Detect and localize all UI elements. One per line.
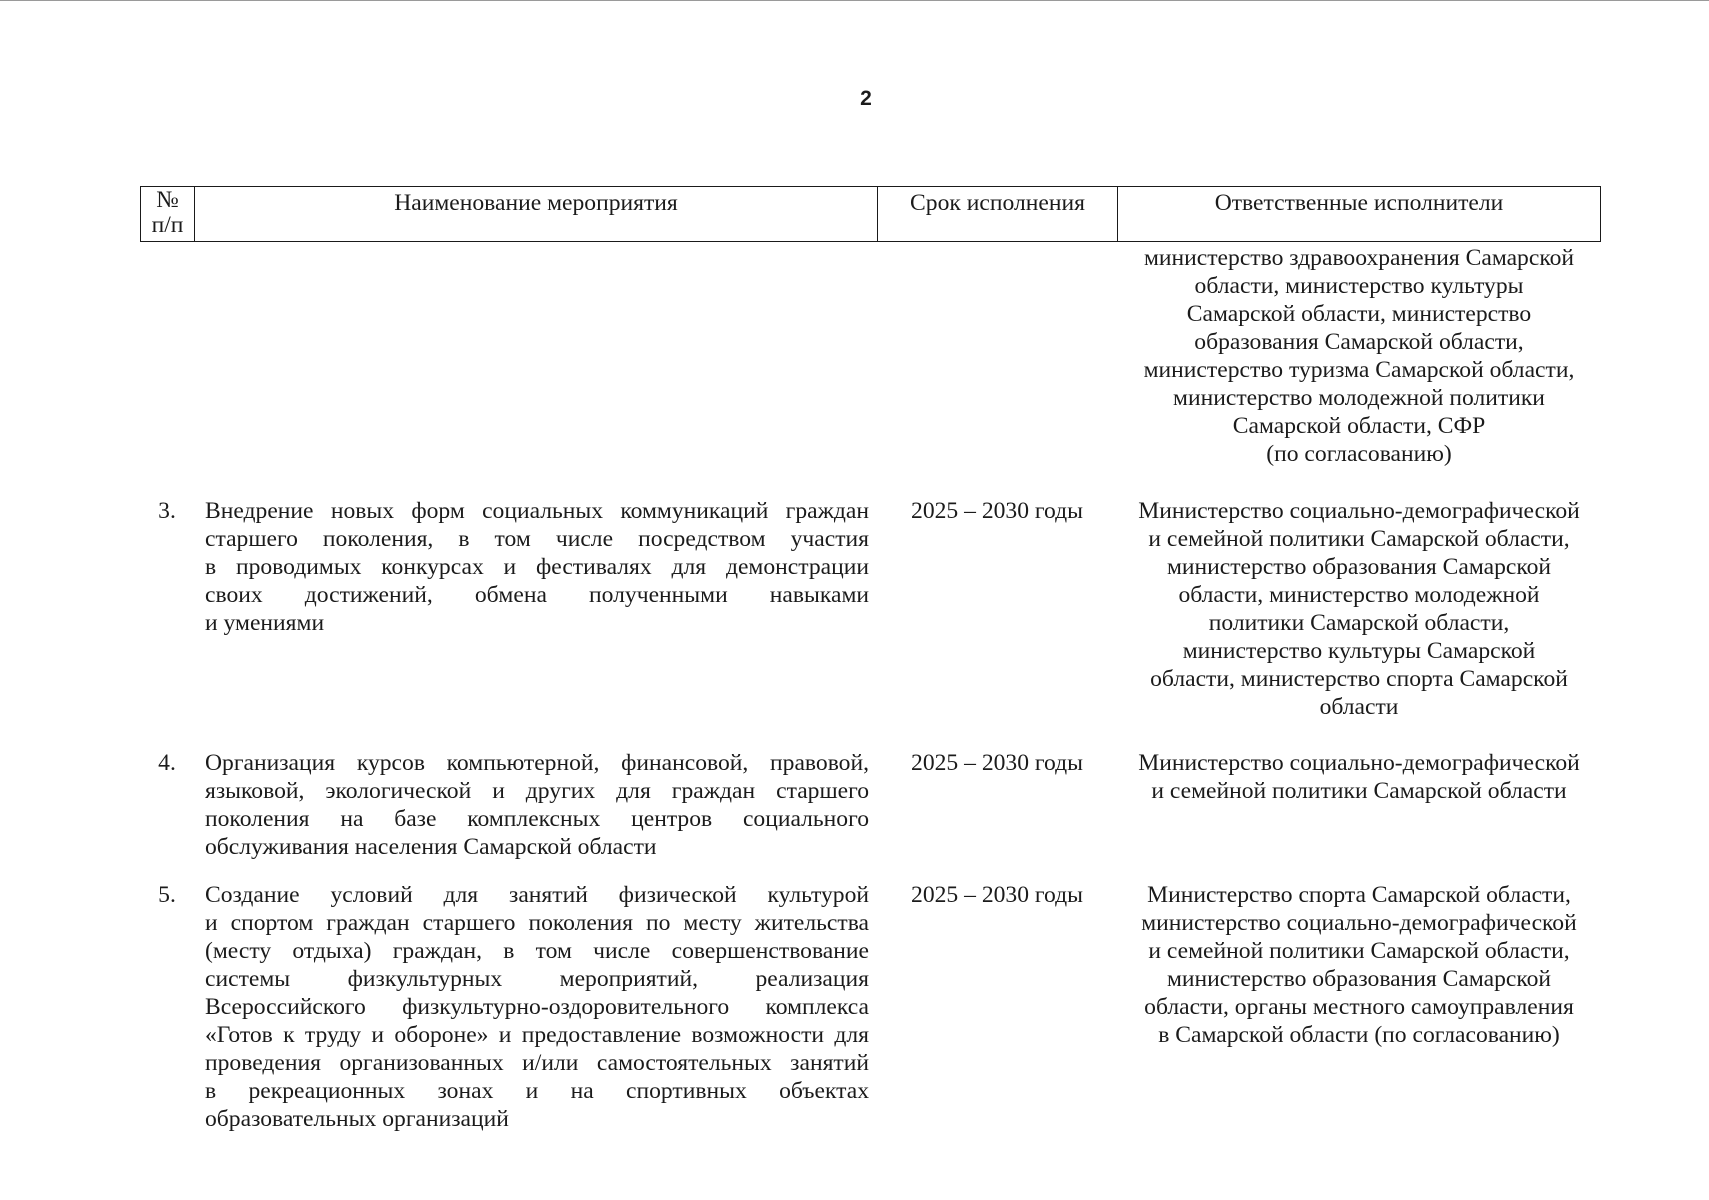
text-line: в Самарской области (по согласованию) — [1158, 1022, 1560, 1048]
text-line: и семейной политики Самарской области, — [1148, 938, 1570, 964]
text-line: министерство социально-демографической — [1141, 910, 1577, 936]
text-line: образовательных организаций — [205, 1106, 509, 1132]
scan-edge-line — [0, 0, 1709, 1]
text-line: старшего поколения, в том числе посредством участия — [205, 526, 869, 552]
text-line: Министерство социально-демографической — [1138, 750, 1580, 776]
text-line: области, министерство культуры — [1194, 273, 1524, 299]
text-line: области, органы местного самоуправления — [1144, 994, 1574, 1020]
text-line: «Готов к труду и обороне» и предоставление возможности для — [205, 1022, 869, 1048]
row-3-name-cell — [205, 497, 869, 637]
header-cell-name: Наименование мероприятия — [195, 187, 878, 241]
text-line: Внедрение новых форм социальных коммуникаций граждан — [205, 498, 869, 524]
text-line: Всероссийского физкультурно-оздоровительного комплекса — [205, 994, 869, 1020]
text-line: Организация курсов компьютерной, финансовой, правовой, — [205, 750, 869, 776]
row-5-name-cell — [205, 881, 869, 1133]
header-number-symbol: № — [156, 187, 179, 213]
row-3-number: 3. — [158, 498, 176, 524]
text-line: в рекреационных зонах и на спортивных объектах — [205, 1078, 869, 1104]
continuation-responsible-cell — [1117, 244, 1601, 468]
text-line: поколения на базе комплексных центров социального — [205, 806, 869, 832]
text-line: системы физкультурных мероприятий, реализация — [205, 966, 869, 992]
text-line: языковой, экологической и других для граждан старшего — [205, 778, 869, 804]
row-5-term: 2025 – 2030 годы — [911, 882, 1083, 908]
text-line: Самарской области, СФР — [1232, 413, 1486, 439]
text-line: министерство здравоохранения Самарской — [1143, 245, 1575, 271]
text-line: проведения организованных и/или самостоятельных занятий — [205, 1050, 869, 1076]
text-line: министерство молодежной политики — [1173, 385, 1545, 411]
text-line: Самарской области, министерство — [1186, 301, 1532, 327]
text-line: области — [1319, 694, 1399, 720]
text-line: политики Самарской области, — [1208, 610, 1510, 636]
text-line: (по согласованию) — [1266, 441, 1452, 467]
header-cell-number — [141, 187, 195, 241]
text-line: области, министерство спорта Самарской — [1150, 666, 1568, 692]
text-line: и спортом граждан старшего поколения по месту жительства — [205, 910, 869, 936]
text-line: министерство образования Самарской — [1166, 966, 1552, 992]
table-header-row — [140, 186, 1601, 242]
text-line: образования Самарской области, — [1194, 329, 1524, 355]
text-line: и семейной политики Самарской области — [1151, 778, 1567, 804]
text-line: Министерство социально-демографической — [1138, 498, 1580, 524]
row-3-responsible-cell — [1117, 497, 1601, 721]
row-3-term: 2025 – 2030 годы — [911, 498, 1083, 524]
row-4-term: 2025 – 2030 годы — [911, 750, 1083, 776]
text-line: и семейной политики Самарской области, — [1148, 526, 1570, 552]
text-line: министерство культуры Самарской — [1182, 638, 1536, 664]
row-5-responsible-cell — [1117, 881, 1601, 1049]
text-line: и умениями — [205, 610, 325, 636]
header-number-abbrev: п/п — [151, 212, 184, 238]
row-4-number: 4. — [158, 750, 176, 776]
text-line: области, министерство молодежной — [1178, 582, 1540, 608]
text-line: Создание условий для занятий физической культурой — [205, 882, 869, 908]
text-line: Министерство спорта Самарской области, — [1147, 882, 1571, 908]
text-line: (месту отдыха) граждан, в том числе совершенствование — [205, 938, 869, 964]
text-line: своих достижений, обмена полученными навыками — [205, 582, 869, 608]
text-line: министерство образования Самарской — [1166, 554, 1552, 580]
text-line: министерство туризма Самарской области, — [1143, 357, 1575, 383]
text-line: в проводимых конкурсах и фестивалях для демонстрации — [205, 554, 869, 580]
text-line: обслуживания населения Самарской области — [205, 834, 657, 860]
header-cell-responsible: Ответственные исполнители — [1214, 190, 1504, 216]
header-cell-term: Срок исполнения — [878, 187, 1118, 241]
row-4-responsible-cell — [1117, 749, 1601, 805]
row-4-name-cell — [205, 749, 869, 861]
page-number: 2 — [860, 87, 872, 110]
row-5-number: 5. — [158, 882, 176, 908]
